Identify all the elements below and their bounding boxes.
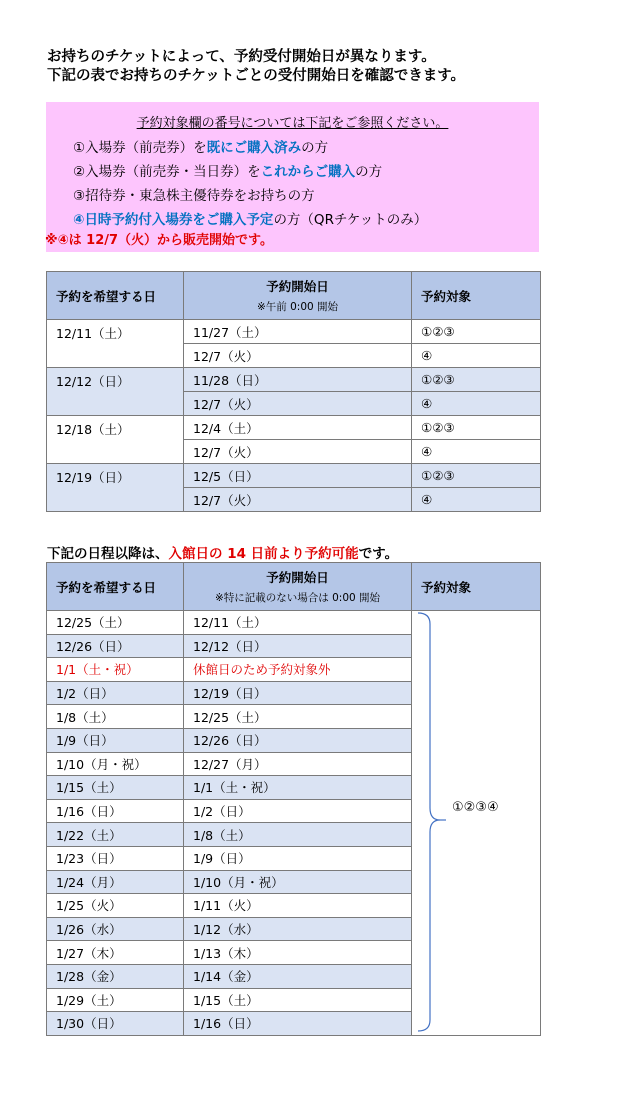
start-date-cell: 12/12（日） [184,634,412,658]
target-cell: ④ [412,392,541,416]
reserve-date-cell: 1/22（土） [47,823,184,847]
start-date-cell: 12/7（火） [184,488,412,512]
reserve-date-cell: 1/8（土） [47,705,184,729]
regular-reservation-table [46,562,541,1036]
start-date-cell: 1/12（水） [184,917,412,941]
header-start: 予約開始日 ※午前 0:00 開始 [184,272,412,320]
start-date-cell: 1/1（土・祝） [184,776,412,800]
header-start: 予約開始日 ※特に記載のない場合は 0:00 開始 [184,563,412,611]
target-cell: ④ [412,440,541,464]
legend-item-1: ①入場券（前売券）を既にご購入済みの方 [73,140,329,156]
reserve-date-cell: 12/12（日） [47,368,184,416]
reserve-date-cell: 1/15（土） [47,776,184,800]
start-date-cell: 12/27（月） [184,752,412,776]
reserve-date-cell: 1/1（土・祝） [47,658,184,682]
start-date-cell: 1/15（土） [184,988,412,1012]
start-date-cell: 12/7（火） [184,344,412,368]
header-date: 予約を希望する日 [47,563,184,611]
reserve-date-cell: 12/26（日） [47,634,184,658]
legend-title: 予約対象欄の番号については下記をご参照ください。 [136,116,449,131]
reserve-date-cell: 12/25（土） [47,611,184,635]
start-date-cell: 12/19（日） [184,681,412,705]
rule-text: 下記の日程以降は、入館日の 14 日前より予約可能です。 [47,546,399,562]
table-row [47,320,541,344]
start-date-cell: 1/2（日） [184,799,412,823]
reserve-date-cell: 1/9（日） [47,728,184,752]
start-date-cell: 12/26（日） [184,728,412,752]
table-row [47,368,541,392]
target-cell: ①②③ [412,320,541,344]
start-date-cell: 1/11（火） [184,894,412,918]
intro-line-1: お持ちのチケットによって、予約受付開始日が異なります。 [47,49,436,65]
start-date-cell: 12/25（土） [184,705,412,729]
reserve-date-cell: 12/18（土） [47,416,184,464]
reserve-date-cell: 12/11（土） [47,320,184,368]
target-all-label: ①②③④ [452,800,499,815]
target-cell: ①②③ [412,464,541,488]
start-date-cell: 12/4（土） [184,416,412,440]
target-cell: ④ [412,488,541,512]
reserve-date-cell: 1/23（日） [47,846,184,870]
reserve-date-cell: 1/16（日） [47,799,184,823]
start-date-cell: 1/16（日） [184,1012,412,1036]
reserve-date-cell: 1/30（日） [47,1012,184,1036]
reserve-date-cell: 1/24（月） [47,870,184,894]
table-row [47,416,541,440]
table-row [47,611,541,635]
start-date-cell: 11/27（土） [184,320,412,344]
start-date-cell: 1/13（木） [184,941,412,965]
reserve-date-cell: 1/2（日） [47,681,184,705]
header-target: 予約対象 [412,272,541,320]
legend-item-3: ③招待券・東急株主優待券をお持ちの方 [73,188,315,204]
legend-item-4: ④日時予約付入場券をご購入予定の方（QRチケットのみ） [73,212,428,228]
header-target: 予約対象 [412,563,541,611]
start-date-cell: 休館日のため予約対象外 [184,658,412,682]
start-date-cell: 1/14（金） [184,964,412,988]
target-cell: ④ [412,344,541,368]
table-row [47,464,541,488]
start-date-cell: 12/7（火） [184,392,412,416]
intro-text [47,48,465,86]
target-cell: ①②③ [412,368,541,392]
reserve-date-cell: 1/25（火） [47,894,184,918]
target-cell: ①②③ [412,416,541,440]
reserve-date-cell: 1/29（土） [47,988,184,1012]
reserve-date-cell: 12/19（日） [47,464,184,512]
right-brace-icon [416,612,446,1032]
intro-line-2: 下記の表でお持ちのチケットごとの受付開始日を確認できます。 [47,68,466,84]
start-date-cell: 11/28（日） [184,368,412,392]
reserve-date-cell: 1/28（金） [47,964,184,988]
reserve-date-cell: 1/26（水） [47,917,184,941]
header-date: 予約を希望する日 [47,272,184,320]
start-date-cell: 12/11（土） [184,611,412,635]
start-date-cell: 1/8（土） [184,823,412,847]
start-date-cell: 1/10（月・祝） [184,870,412,894]
legend-warning: ※④は 12/7（火）から販売開始です。 [45,233,274,248]
reserve-date-cell: 1/10（月・祝） [47,752,184,776]
early-reservation-table [46,271,541,512]
start-date-cell: 12/7（火） [184,440,412,464]
start-date-cell: 12/5（日） [184,464,412,488]
reserve-date-cell: 1/27（木） [47,941,184,965]
start-date-cell: 1/9（日） [184,846,412,870]
legend-item-2: ②入場券（前売券・当日券）をこれからご購入の方 [73,164,383,180]
